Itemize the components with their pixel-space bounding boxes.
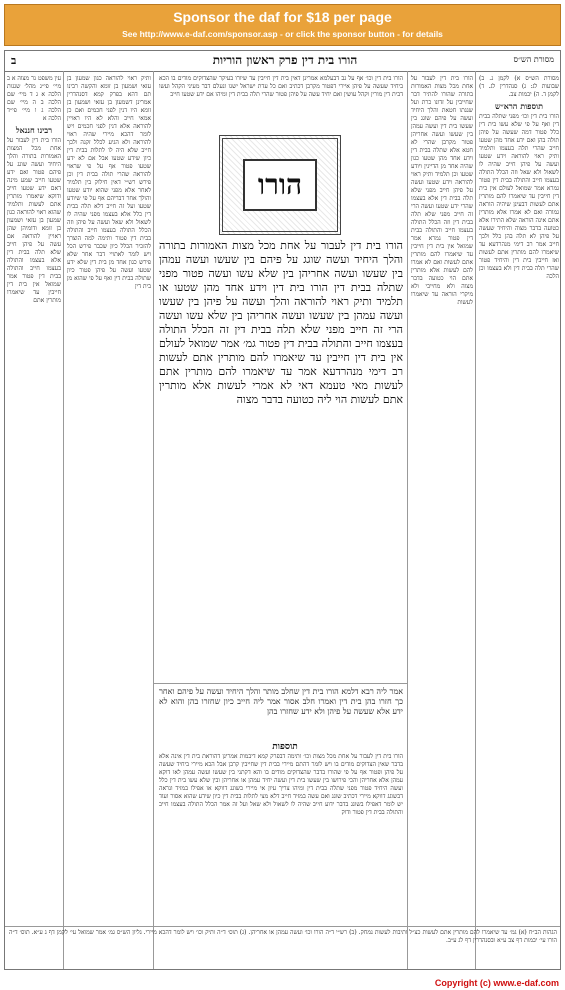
- sponsor-subtitle[interactable]: See http://www.e-daf.com/sponsor.asp - or click the sponsor button - for details: [122, 29, 443, 39]
- tosafot-lower: [159, 753, 403, 923]
- header-daf-number: ב: [11, 54, 17, 67]
- margin-text: מסורת הש״ס א) לקמן ג. ב) שבועות לג: ג) סנהדרין לג. ד) לקמן ד. ה) יבמות צב.: [479, 75, 559, 98]
- sponsor-banner[interactable]: [4, 4, 561, 46]
- left-margin-column: [7, 75, 61, 925]
- commentary-text: הורו בית דין וכו׳ אף על גב דבעלמא אמרינן דאין בית דין חייבין עד שיורו בעיקר שהצדוקים מודים בו הכא ביחיד שעשה על פיהן איירי דפטור מקרבן דכתיב ואם כל עדת ישראל ישגו ונעלם דבר מעיני הקהל ועשו דבית דין מורין וקהל עושין ואם יחיד עשה על פיהן פטור שהרי תלה בבית דין ומיהו אם ידע שטעו חייב: [159, 75, 403, 98]
- rabbeinu-chananel-heading: רבינו חננאל: [15, 125, 53, 135]
- tosafot-harosh-heading: תוספות הרא״ש: [495, 101, 543, 111]
- gemara-continuation: [159, 687, 403, 737]
- talmud-page: [4, 50, 561, 970]
- rashi-column: [411, 75, 473, 925]
- sponsor-title[interactable]: Sponsor the daf for $18 per page: [173, 9, 392, 25]
- column-rule: [63, 71, 64, 969]
- commentary-text: הורו בית דין לעבור על אחת מכל מצות וכו׳ ותימה דבפרק קמא דיבמות אמרינן דהוראת בית דין אינה אלא בדבר שאין הצדוקים מודים בו ויש לומר דהתם מיירי בבית דין שחייבין קרבן אבל הכא מיירי ביחיד שעשה על פיהן ופטור אף על פי שהורו בדבר שהצדוקים מודים בו והא דקתני בין שעשו ועשה עמהן לאו דוקא עמהן אלא אחריהן והכי פירושו בין שעשו בית דין ועשה יחיד עמהן או אחריהן ובין שלא עשו בית דין כלל ועשה היחיד פטור מפני שתלה בבית דין ומיהו צריך עיון אי מיירי בשוגג דווקא או אפילו במזיד ונראה דבשוגג דווקא מיירי דכתיב שוגג ואם עשה במזיד חייב דלא מצי לתלות בבית דין כיון שידע שהוא אסור ועוד יש לומר דאפילו בשוגג בדבר ידוע חייב שהיה לו לשאול ולא שאל ועל זה אמר הכלל התולה בעצמו חייב והתולה בבית דין פטור ודוק: [159, 753, 403, 816]
- commentary-text: ותיק ראוי להוראה כגון שמעון בן עזאי ושמעון בן זומא והקשה רבינו תם דהא בפרק קמא דסנהדרין אמרינן דשמעון בן עזאי ושמעון בן זומא היו דנין לפני חכמים ואם כן אמאי חייב והלא לא היו ראויין להוראה אלא דנין לפני חכמים ויש לומר דהכא מיירי שהיה ראוי להוראה ולא הגיע לכלל זקנה ולכך חייב שלא היה לו לתלות בבית דין כיון שידע שטעו אבל אם לא ידע שטעו פטור אף על פי שראוי להוראה שהרי תולה בבית דין וכן פירש רש״י דאין חילוק בין תלמיד לאחר אלא מפני שהוא יודע שטעו והולך אחר דבריהם אף על פי שיודע שטעו ועל זה חייב דלא תלה בבית דין כלל אלא בעצמו מפני שהיה לו לשאול ולא שאל ועשה על פיהן וזה הכלל התולה בעצמו חייב והתולה בבית דין פטור ותימה למה הוצרך להזכיר הכלל כיון שכבר פירש הכל ויש לומר לאתויי דבר אחר שלא פירש כגון אחד מן בית דין שלא ידע שטעו ועשה על פיהן פטור כיון שתולה בבית דין ואף על פי שהוא מן בית דין: [67, 75, 151, 290]
- commentary-text: הורו בית דין לעבור על אחת מכל מצות האמורות בתורה שהורו להתיר דבר שחייבין על זדונו כרת ועל שגגתו חטאת והלך היחיד ועשה על פיהם שוגג בין שעשו בית דין ועשה עמהן בין שעשו ועשה אחריהן פטור מקרבן שהרי לא חטא אלא שתלה בבית דין וידע אחד מהן שטעו כגון שהיה אחד מן הדיינין ויודע שטעו וכן תלמיד ותיק ראוי להוראה וידע שטעו ועשה על פיהן חייב מפני שלא תלה בבית דין אלא בעצמו שהרי ידע שטעו ועשה הרי זה חייב מפני שלא תלה בבית דין וזה הכלל התולה בעצמו חייב והתולה בבית דין פטור גמרא אמר שמואל אין בית דין חייבין עד שיאמרו להם מותרין אתם לעשות ואם לא אמרו להם לעשות אלא מותרין אתם הוי כטועה בדבר מצוה ולא מחייבי ולא מיקרי הוראה עד שיאמרו לעשות: [411, 75, 473, 306]
- header-mesoret: מסורת הש״ס: [513, 55, 554, 64]
- header-title: הורו בית דין פרק ראשון הוריות: [212, 53, 358, 67]
- right-margin-column: [479, 75, 559, 925]
- column-rule: [475, 71, 476, 969]
- margin-text: עין משפט נר מצוה א ב מיי׳ פי״ג מהל׳ שגגות הלכה א ג ד מיי׳ שם הלכה ב ה מיי׳ שם הלכה ג ו מיי׳ פי״ד הלכה א: [7, 75, 61, 122]
- gloss-text: הגהות הב״ח (א) גמ׳ עד שיאמרו להם מותרין אתם לעשות כצ״ל ותיבות לעשות נמחק. (ב) רש״י ד״ה הורו וכו׳ ועשה עמהן או אחריהן. (ג) תוס׳ ד״ה ותיק וכו׳ ויש לומר דהכא מיירי. גליון הש״ס גמ׳ אמר שמואל עי׳ לקמן דף ג ע״א. תוס׳ ד״ה הורו עי׳ יבמות דף צב ע״א ובסנהדרין דף לג ע״ב.: [9, 929, 557, 944]
- column-rule: [153, 71, 154, 969]
- copyright-notice[interactable]: Copyright (c) www.e-daf.com: [434, 978, 559, 988]
- tosafot-heading: תוספות: [272, 742, 298, 752]
- bottom-glosses: [9, 929, 557, 967]
- commentary-text: אמר ליה רבא דלמא הורו בית דין שחלב מותר והלך היחיד ועשה על פיהם ואחר כך חזרו בהן בית דין ואמרו חלב אסור אמר ליה חייב כיון שחזרו בהן והוא לא ידע אלא שעשה על פיהן ולא ידע שחזרו בהן: [159, 687, 403, 716]
- section-divider: [153, 683, 407, 684]
- tosafot-column: [67, 75, 151, 925]
- opening-word: הורו: [243, 159, 317, 211]
- section-divider: [5, 926, 561, 927]
- page-header: [5, 51, 560, 72]
- column-rule: [407, 71, 408, 969]
- rashi-top: [159, 75, 403, 133]
- commentary-text: הורו בית דין לעבור על אחת מכל המצות האמורות בתורה והלך היחיד ועשה שוגג על פיהם פטור ואם ידע שטעו חייב שמע מינה דאם ידע שטעו חייב ודוקא שיאמרו מותרין אתם לעשות ותלמיד שהוא ראוי להוראה כגון שמעון בן עזאי ושמעון בן זומא ודומיהן שהן ראויין להוראה אם עשה על פיהן חייב שלא תלה בבית דין אלא בעצמו והתולה בעצמו חייב והתולה בבית דין פטור אמר שמואל אין בית דין חייבין עד שיאמרו מותרין אתם: [7, 137, 61, 304]
- opening-word-box: [219, 135, 341, 235]
- commentary-text: הורו בית דין וכו׳ מפני שתלה בבית דין ואף על פי שלא עשו בית דין כלל פטור דמה שעשה על פיהן תולה בהן ואם ידע אחד מהן שטעו חייב שהרי תלה בעצמו ותלמיד ותיק ראוי להוראה וידע שטעו ועשה על פיהן חייב שהיה לו לשאול ולא שאל וזה הכלל התולה בעצמו חייב והתולה בבית דין פטור גמרא אמר שמואל לעולם אין בית דין חייבין עד שיאמרו להם מותרין אתם לעשות דבעינן שיהיה הוראה גמורה ואם לא אמרו אלא מותרין אתם אינה הוראה שלא התירו אלא כטועה בדבר מצוה והיחיד שעשה על פיהן לא תלה בהן כלל ולכך חייב אמר רב דימי מנהרדעא עד שיאמרו להם מותרין אתם לעשות ואז חייבין בית דין והיחיד פטור שהרי תלה בבית דין ולא בעצמו וכן הלכה: [479, 113, 559, 280]
- gemara-text: הורו בית דין לעבור על אחת מכל מצות האמורות בתורה והלך היחיד ועשה שוגג על פיהם בין שעשו ועשה עמהן בין שעשו ועשה אחריהן בין שלא עשו ועשה פטור מפני שתלה בבית דין הורו בית דין וידע אחד מהן שטעו או תלמיד ותיק ראוי להוראה והלך ועשה על פיהן בין שעשו ועשה עמהן בין שעשו ועשה אחריהן בין שלא עשו ועשה הרי זה חייב מפני שלא תלה בבית דין זה הכלל התולה בעצמו חייב והתולה בבית דין פטור גמ׳ אמר שמואל לעולם אין בית דין חייבין עד שיאמרו להם מותרין אתם לעשות רב דימי מנהרדעא אמר עד שיאמרו להם מותרין אתם לעשות מאי טעמא דאי לא אמרי לעשות אלא מותרין אתם לעשות הוי ליה כטועה בדבר מצוה: [159, 239, 403, 406]
